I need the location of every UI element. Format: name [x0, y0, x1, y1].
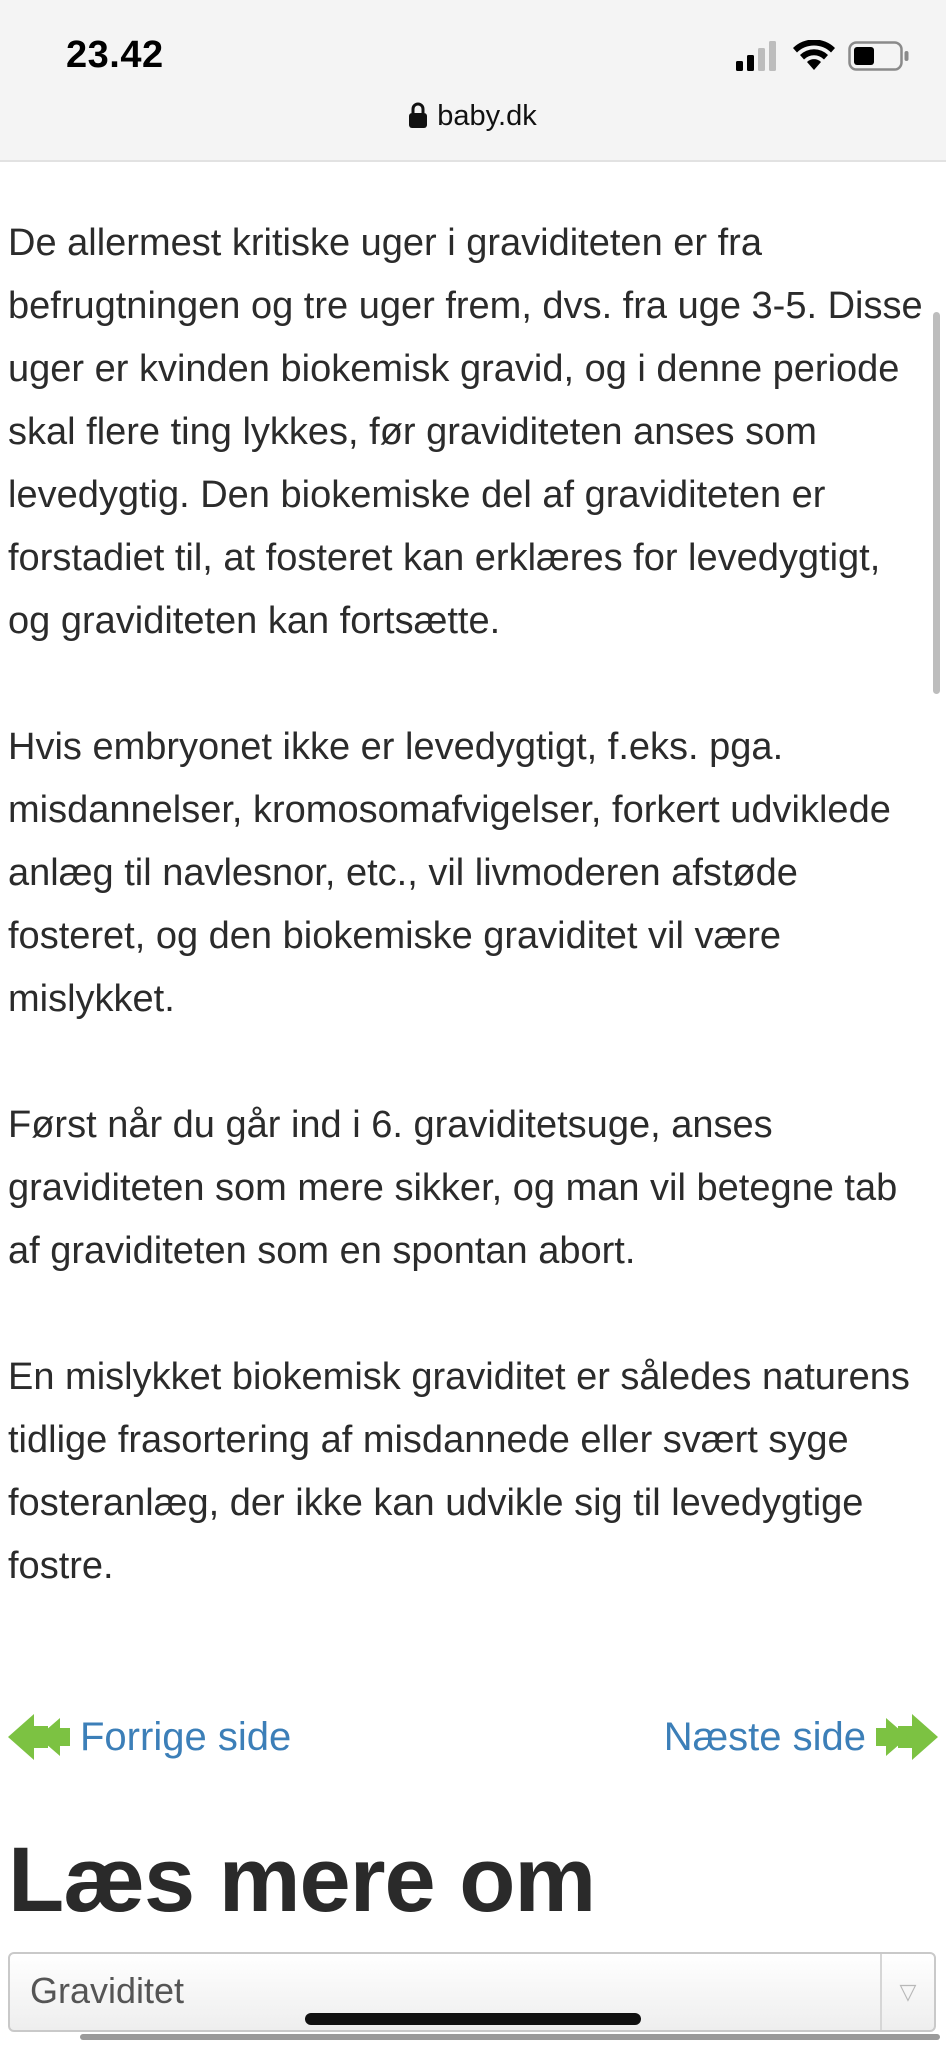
status-bar	[0, 0, 946, 162]
lock-icon	[409, 102, 427, 128]
chevron-down-icon: ▽	[880, 1954, 934, 2030]
article-body	[8, 212, 928, 1661]
clock-time: 23.42	[66, 34, 164, 76]
read-more-heading: Læs mere om	[8, 1829, 596, 1931]
wifi-icon	[792, 40, 836, 72]
double-arrow-left-icon	[8, 1712, 70, 1762]
home-indicator[interactable]	[305, 2013, 641, 2025]
previous-page-link[interactable]	[8, 1712, 291, 1762]
horizontal-scrollbar[interactable]	[80, 2034, 940, 2040]
double-arrow-right-icon	[876, 1712, 938, 1762]
vertical-scrollbar[interactable]	[933, 312, 940, 694]
article-paragraph: Hvis embryonet ikke er levedygtigt, f.eks. pga. misdannelser, kromosomafvigelser, forkert udviklede anlæg til navlesnor, etc., vil livmoderen afstøde fosteret, og den biokemiske graviditet vil være mislykket.	[8, 726, 891, 1020]
address-bar[interactable]	[0, 100, 946, 133]
article-paragraph: De allermest kritiske uger i graviditeten er fra befrugtningen og tre uger frem, dvs. fra uge 3-5. Disse uger er kvinden biokemisk gravid, og i denne periode skal flere ting lykkes, før graviditeten anses som levedygtig. Den biokemiske del af graviditeten er forstadiet til, at fosteret kan erklæres for levedygtigt, og graviditeten kan fortsætte.	[8, 222, 923, 642]
cellular-signal-icon	[736, 41, 782, 71]
previous-page-label: Forrige side	[80, 1714, 292, 1759]
next-page-link[interactable]	[664, 1712, 938, 1762]
page-navigation	[8, 1712, 938, 1776]
next-page-label: Næste side	[663, 1714, 866, 1759]
status-icons	[736, 40, 910, 72]
battery-icon	[848, 41, 910, 71]
topic-select-value: Graviditet	[30, 1970, 185, 2011]
article-paragraph: Først når du går ind i 6. graviditetsuge, anses graviditeten som mere sikker, og man vil betegne tab af graviditeten som en spontan abort.	[8, 1104, 898, 1272]
url-text: baby.dk	[437, 100, 537, 132]
article-paragraph: En mislykket biokemisk graviditet er således naturens tidlige frasortering af misdannede eller svært syge fosteranlæg, der ikke kan udvikle sig til levedygtige fostre.	[8, 1356, 910, 1587]
